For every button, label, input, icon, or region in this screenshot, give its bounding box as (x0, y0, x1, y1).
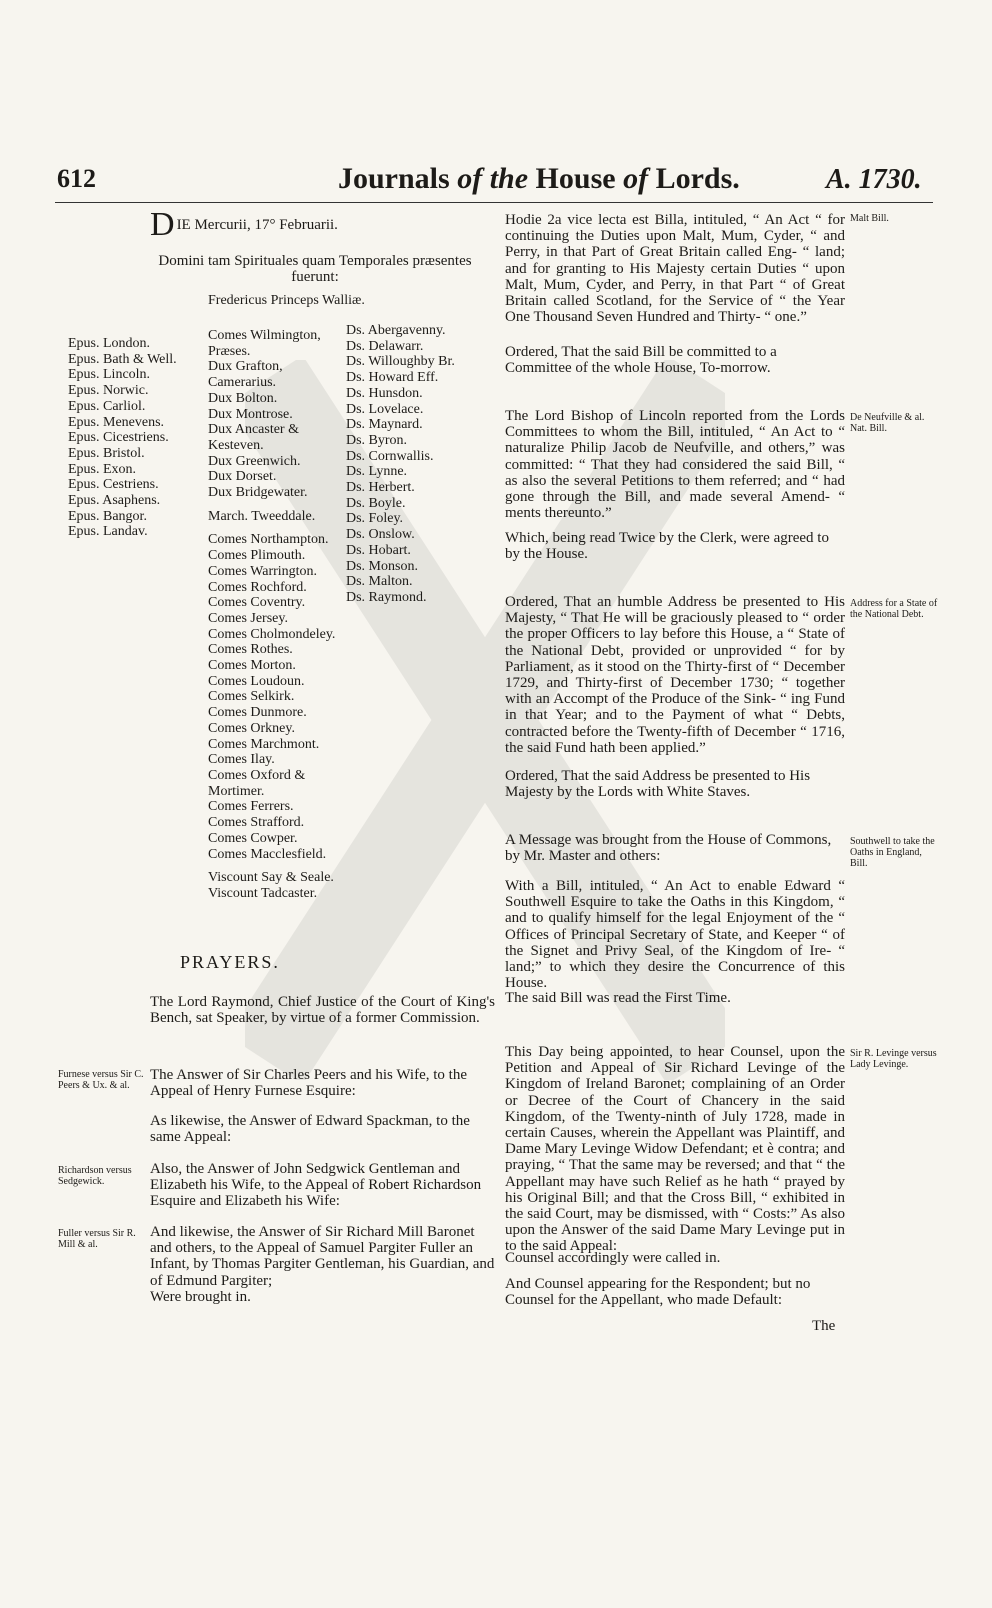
fuller-para: And likewise, the Answer of Sir Richard Mill Baronet and others, to the Appeal of Samuel Pargiter Fuller an Infant, by Thomas Pargiter Gentleman, his Guardian, and of Edmund Pargiter; (150, 1224, 495, 1289)
epus-entry: Epus. London. (68, 336, 151, 351)
comes-entry: Kesteven. (208, 437, 264, 453)
richardson-para: Also, the Answer of John Sedgwick Gentleman and Elizabeth his Wife, to the Appeal of Robert Richardson Esquire and Elizabeth his Wife: (150, 1161, 482, 1210)
ds-entry: Ds. Onslow. (346, 527, 415, 543)
neufville-agreed: Which, being read Twice by the Clerk, were agreed to by the House. (505, 530, 829, 563)
epus-entry: Epus. Bangor. (68, 508, 147, 524)
comes-entry: Comes Cholmondeley. (208, 626, 336, 642)
margin-malt: Malt Bill. (850, 213, 889, 224)
epus-entry: Epus. Bristol. (68, 445, 145, 461)
comes-entry: Comes Cowper. (208, 830, 298, 846)
address-para: Ordered, That an humble Address be presented to His Majesty, “ That He will be graciously pleased to “ order the proper Officers to lay before this House, a “ State of the National Debt, provided or unprovided “ for by Parliament, as it stood on the Thirty-first of “ December 1729, and Thirty-first of December 1730; “ together with an Accompt of the Produce of the Sink- “ ing Fund in that Year; and to the Payment of what “ Debts, contracted before the Twenty-fifth of December “ 1716, the said Fund hath been applied.” (505, 594, 845, 756)
comes-entry: Comes Wilmington, (208, 328, 321, 343)
epus-entry: Epus. Exon. (68, 461, 137, 477)
comes-entry: Comes Marchmont. (208, 736, 320, 752)
comes-entry: March. Tweeddale. (208, 508, 316, 524)
comes-entry: Comes Ferrers. (208, 799, 294, 815)
drop-cap: D (150, 206, 175, 243)
comes-entry: Dux Ancaster & (208, 422, 299, 438)
earls-list (208, 328, 335, 902)
left-column (150, 206, 495, 286)
epus-entry: Epus. Cestriens. (68, 477, 159, 493)
ds-entry: Ds. Delawarr. (346, 338, 424, 354)
comes-entry: Comes Oxford & (208, 767, 306, 783)
counsel-called: Counsel accordingly were called in. (505, 1250, 721, 1266)
comes-entry: Viscount Say & Seale. (208, 870, 334, 886)
comes-entry: Viscount Tadcaster. (208, 885, 318, 901)
address-ordered: Ordered, That the said Address be presented to His Majesty by the Lords with White Staves. (505, 768, 811, 801)
first-time: The said Bill was read the First Time. (505, 990, 731, 1006)
counsel-appearing: And Counsel appearing for the Respondent; but no Counsel for the Appellant, who made Default: (505, 1276, 811, 1309)
comes-entry: Comes Strafford. (208, 815, 305, 831)
ds-entry: Ds. Monson. (346, 558, 418, 574)
ds-entry: Ds. Foley. (346, 511, 404, 527)
comes-entry: Comes Morton. (208, 658, 296, 674)
comes-entry: Comes Selkirk. (208, 689, 295, 705)
epus-entry: Epus. Carliol. (68, 398, 146, 414)
comes-entry: Comes Warrington. (208, 563, 318, 579)
comes-entry: Dux Greenwich. (208, 453, 301, 469)
comes-entry: Comes Jersey. (208, 610, 288, 626)
epus-entry: Epus. Lincoln. (68, 367, 151, 383)
malt-ordered: Ordered, That the said Bill be committed to a Committee of the whole House, To-morrow. (505, 344, 777, 377)
southwell-para: With a Bill, intituled, “ An Act to enable Edward “ Southwell Esquire to take the Oaths in this Kingdom, “ and to qualify himself for the legal Enjoyment of the “ Offices of Principal Secretary of State, and Keeper “ of the Signet and Privy Seal, of the Kingdom of Ire- “ land;” to which they desire the Concurrence of this House. (505, 878, 845, 992)
ds-entry: Ds. Hobart. (346, 542, 411, 558)
levinge-para: This Day being appointed, to hear Counsel, upon the Petition and Appeal of Sir Richard Levinge of the Kingdom of Ireland Baronet; complaining of an Order or Decree of the Court of Chancery in the said Kingdom, of the Twenty-ninth of July 1728, made in certain Causes, wherein the Appellant was Plaintiff, and Dame Mary Levinge Widow Defendant; et è contra; and praying, “ That the same may be reversed; and that “ the Appellant may have such Relief as he hath “ prayed by his Original Bill; and that the Cross Bill, “ exhibited in the said Court, may be dismissed, with “ Costs:” As also upon the Answer of the said Dame Mary Levinge put in to the said Appeal: (505, 1044, 845, 1255)
comes-entry: Comes Macclesfield. (208, 846, 327, 862)
ds-entry: Ds. Howard Eff. (346, 370, 439, 386)
comes-entry: Dux Bridgewater. (208, 485, 308, 501)
comes-entry: Comes Rochford. (208, 579, 307, 595)
barons-list (346, 323, 455, 606)
ds-entry: Ds. Lovelace. (346, 401, 424, 417)
margin-fuller: Fuller versus Sir R. Mill & al. (58, 1228, 136, 1250)
bishops-list (68, 336, 177, 540)
comes-entry: Comes Northampton. (208, 532, 329, 548)
comes-entry: Comes Orkney. (208, 720, 295, 736)
ds-entry: Ds. Boyle. (346, 495, 406, 511)
header-rule (55, 202, 933, 203)
furnese-para: The Answer of Sir Charles Peers and his Wife, to the Appeal of Henry Furnese Esquire: (150, 1067, 467, 1100)
comes-entry: Dux Grafton, (208, 359, 283, 375)
comes-entry: Mortimer. (208, 783, 265, 799)
ds-entry: Ds. Raymond. (346, 589, 427, 605)
epus-entry: Epus. Norwic. (68, 383, 149, 399)
ds-entry: Ds. Hunsdon. (346, 385, 423, 401)
page-number: 612 (57, 164, 96, 193)
comes-entry: Camerarius. (208, 375, 277, 391)
comes-entry: Præses. (208, 343, 251, 359)
comes-entry: Dux Dorset. (208, 469, 277, 485)
prayers-heading: PRAYERS. (180, 952, 280, 972)
comes-entry (208, 524, 335, 532)
neufville-para: The Lord Bishop of Lincoln reported from the Lords Committees to whom the Bill, intituled, “ An Act to “ naturalize Philip Jacob de Neufville, and others,” was committed: “ That they had considered the said Bill, “ as also the several Petitions to them referred; and “ had gone through the Bill, and made several Amend- “ ments thereunto.” (505, 408, 845, 522)
epus-entry: Epus. Landav. (68, 524, 148, 540)
date-line: D IE Mercurii, 17° Februarii. (150, 206, 338, 243)
comes-entry: Comes Rothes. (208, 642, 293, 658)
ds-entry: Ds. Abergavenny. (346, 323, 446, 338)
margin-richardson: Richardson versus Sedgewick. (58, 1165, 132, 1187)
ds-entry: Ds. Willoughby Br. (346, 354, 455, 370)
comes-entry: Comes Dunmore. (208, 705, 307, 721)
margin-address: Address for a State of the National Debt. (850, 598, 938, 620)
comes-entry: Comes Coventry. (208, 595, 306, 611)
epus-entry: Epus. Cicestriens. (68, 430, 169, 446)
message-para: A Message was brought from the House of Commons, by Mr. Master and others: (505, 832, 832, 865)
comes-entry (208, 862, 335, 870)
comes-entry (208, 501, 335, 509)
brought-in: Were brought in. (150, 1289, 251, 1305)
comes-entry: Comes Loudoun. (208, 673, 305, 689)
running-title: Journals of the House of Lords. (338, 162, 740, 195)
present-line: Domini tam Spirituales quam Temporales præsentes fuerunt: (158, 253, 472, 286)
ds-entry: Ds. Maynard. (346, 417, 423, 433)
frederick-line: Fredericus Princeps Walliæ. (208, 293, 365, 308)
ds-entry: Ds. Malton. (346, 574, 413, 590)
ds-entry: Ds. Herbert. (346, 480, 415, 496)
comes-entry: Dux Montrose. (208, 406, 293, 422)
ds-entry: Ds. Byron. (346, 432, 408, 448)
margin-furnese: Furnese versus Sir C. Peers & Ux. & al. (58, 1069, 144, 1091)
ds-entry: Ds. Cornwallis. (346, 448, 434, 464)
speaker-para: The Lord Raymond, Chief Justice of the Court of King's Bench, sat Speaker, by virtue of a former Commission. (150, 994, 495, 1027)
ds-entry: Ds. Lynne. (346, 464, 408, 480)
comes-entry: Dux Bolton. (208, 390, 278, 406)
comes-entry: Comes Ilay. (208, 752, 275, 768)
margin-southwell: Southwell to take the Oaths in England, Bill. (850, 836, 935, 869)
margin-levinge: Sir R. Levinge versus Lady Levinge. (850, 1048, 937, 1070)
malt-para: Hodie 2a vice lecta est Billa, intituled, “ An Act “ for continuing the Duties upon Malt, Mum, Cyder, “ and Perry, in that Part of Great Britain called Eng- “ land; and for granting to His Majesty certain Duties “ upon Malt, Mum, Cyder, and Perry, in that Part “ of Great Britain called Scotland, for the Service of “ the Year One Thousand Seven Hundred and Thirty- “ one.” (505, 212, 845, 326)
epus-entry: Epus. Bath & Well. (68, 351, 177, 367)
comes-entry: Comes Plimouth. (208, 548, 306, 564)
margin-neufville: De Neufville & al. Nat. Bill. (850, 412, 925, 434)
spackman-para: As likewise, the Answer of Edward Spackman, to the same Appeal: (150, 1113, 470, 1146)
year-heading: A. 1730. (826, 164, 922, 195)
epus-entry: Epus. Asaphens. (68, 493, 161, 509)
catchword: The (812, 1318, 836, 1334)
epus-entry: Epus. Menevens. (68, 414, 165, 430)
